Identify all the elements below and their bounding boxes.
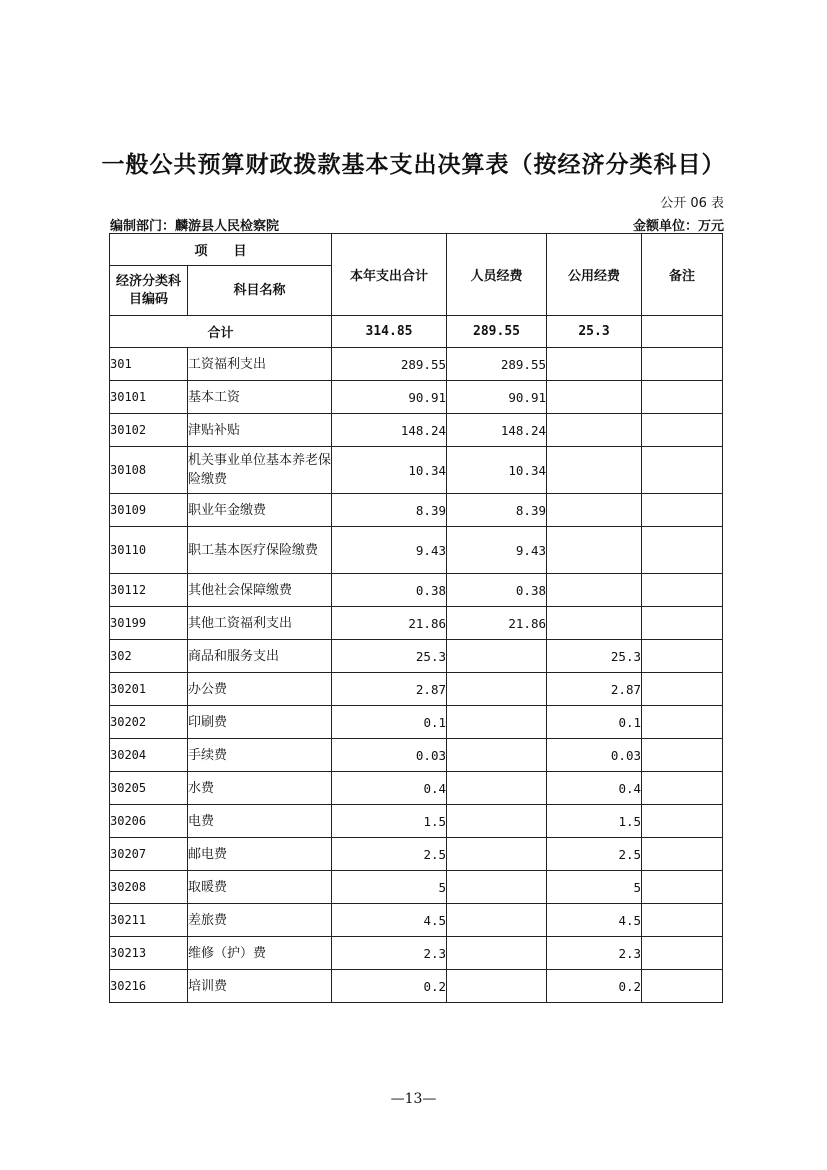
cell-note [642,805,723,838]
table-body [110,348,723,1003]
cell-total: 9.43 [332,527,447,574]
cell-personnel: 21.86 [447,607,547,640]
cell-public [547,574,642,607]
cell-public: 4.5 [547,904,642,937]
cell-note [642,574,723,607]
cell-personnel: 0.38 [447,574,547,607]
cell-name: 印刷费 [188,706,332,739]
cell-public [547,414,642,447]
table-row [110,574,723,607]
cell-personnel [447,640,547,673]
cell-name: 电费 [188,805,332,838]
cell-total: 2.87 [332,673,447,706]
cell-name: 基本工资 [188,381,332,414]
cell-public: 2.87 [547,673,642,706]
cell-personnel [447,937,547,970]
cell-public [547,527,642,574]
cell-code: 30205 [110,772,188,805]
cell-note [642,447,723,494]
table-row [110,772,723,805]
cell-public [547,607,642,640]
cell-total: 4.5 [332,904,447,937]
cell-public [547,494,642,527]
page-title: 一般公共预算财政拨款基本支出决算表（按经济分类科目） [101,152,726,178]
cell-personnel: 9.43 [447,527,547,574]
cell-total: 90.91 [332,381,447,414]
cell-note [642,673,723,706]
cell-public: 2.5 [547,838,642,871]
header-total: 本年支出合计 [332,234,447,316]
cell-public [547,348,642,381]
table-row [110,739,723,772]
cell-total: 8.39 [332,494,447,527]
cell-name: 商品和服务支出 [188,640,332,673]
cell-personnel [447,772,547,805]
cell-code: 30199 [110,607,188,640]
cell-name: 办公费 [188,673,332,706]
cell-total: 0.03 [332,739,447,772]
cell-personnel: 90.91 [447,381,547,414]
cell-note [642,739,723,772]
cell-name: 培训费 [188,970,332,1003]
header-code: 经济分类科目编码 [110,266,188,316]
table-row [110,805,723,838]
header-public: 公用经费 [547,234,642,316]
cell-note [642,494,723,527]
cell-total: 21.86 [332,607,447,640]
form-number: 公开 06 表 [660,196,724,211]
cell-note [642,970,723,1003]
table-row [110,673,723,706]
cell-code: 30109 [110,494,188,527]
cell-personnel [447,673,547,706]
cell-note [642,871,723,904]
cell-name: 职业年金缴费 [188,494,332,527]
cell-code: 30108 [110,447,188,494]
cell-personnel: 10.34 [447,447,547,494]
cell-public: 25.3 [547,640,642,673]
page-number: —13— [390,1091,437,1107]
cell-name: 津贴补贴 [188,414,332,447]
cell-total: 0.4 [332,772,447,805]
cell-name: 其他社会保障缴费 [188,574,332,607]
table-row [110,381,723,414]
cell-code: 30202 [110,706,188,739]
cell-personnel [447,739,547,772]
cell-public [547,447,642,494]
cell-total: 148.24 [332,414,447,447]
cell-total: 1.5 [332,805,447,838]
header-name: 科目名称 [188,266,332,316]
cell-name: 取暖费 [188,871,332,904]
cell-total: 10.34 [332,447,447,494]
cell-personnel [447,904,547,937]
cell-note [642,414,723,447]
cell-code: 30208 [110,871,188,904]
cell-code: 30216 [110,970,188,1003]
cell-total: 25.3 [332,640,447,673]
cell-note [642,381,723,414]
table-row [110,640,723,673]
table-row [110,706,723,739]
cell-total: 0.1 [332,706,447,739]
table-row [110,838,723,871]
cell-name: 邮电费 [188,838,332,871]
cell-name: 手续费 [188,739,332,772]
header-personnel: 人员经费 [447,234,547,316]
cell-public: 1.5 [547,805,642,838]
cell-total: 5 [332,871,447,904]
table-row [110,904,723,937]
total-note [642,316,723,348]
table-row [110,970,723,1003]
table-row [110,447,723,494]
header-note: 备注 [642,234,723,316]
cell-public: 0.1 [547,706,642,739]
cell-code: 30101 [110,381,188,414]
total-personnel: 289.55 [447,316,547,348]
cell-note [642,838,723,871]
total-row [110,316,723,348]
cell-total: 2.5 [332,838,447,871]
header-row-top [110,234,723,266]
cell-note [642,527,723,574]
cell-code: 30102 [110,414,188,447]
cell-code: 30112 [110,574,188,607]
table-row [110,414,723,447]
cell-personnel [447,838,547,871]
cell-name: 其他工资福利支出 [188,607,332,640]
cell-personnel [447,871,547,904]
cell-public [547,381,642,414]
cell-name: 差旅费 [188,904,332,937]
cell-code: 30211 [110,904,188,937]
cell-note [642,706,723,739]
cell-note [642,937,723,970]
cell-name: 维修（护）费 [188,937,332,970]
cell-note [642,640,723,673]
cell-public: 0.2 [547,970,642,1003]
department-label: 编制部门：麟游县人民检察院 [110,219,280,234]
table-row [110,607,723,640]
header-item: 项 目 [110,234,332,266]
cell-code: 301 [110,348,188,381]
cell-code: 30110 [110,527,188,574]
cell-public: 5 [547,871,642,904]
cell-note [642,348,723,381]
cell-note [642,772,723,805]
cell-public: 0.4 [547,772,642,805]
cell-note [642,904,723,937]
cell-code: 30206 [110,805,188,838]
table-row [110,348,723,381]
cell-total: 0.2 [332,970,447,1003]
cell-personnel [447,970,547,1003]
cell-total: 0.38 [332,574,447,607]
cell-name: 工资福利支出 [188,348,332,381]
total-sum: 314.85 [332,316,447,348]
cell-name: 职工基本医疗保险缴费 [188,527,332,574]
cell-code: 30204 [110,739,188,772]
table-row [110,527,723,574]
table-row [110,937,723,970]
cell-name: 水费 [188,772,332,805]
cell-code: 302 [110,640,188,673]
cell-note [642,607,723,640]
expenditure-table [109,233,723,1003]
total-public: 25.3 [547,316,642,348]
cell-total: 2.3 [332,937,447,970]
cell-code: 30201 [110,673,188,706]
cell-public: 2.3 [547,937,642,970]
total-label: 合计 [110,316,332,348]
cell-personnel [447,706,547,739]
table-row [110,494,723,527]
cell-personnel: 8.39 [447,494,547,527]
cell-personnel [447,805,547,838]
cell-public: 0.03 [547,739,642,772]
table-row [110,871,723,904]
cell-code: 30213 [110,937,188,970]
cell-total: 289.55 [332,348,447,381]
cell-personnel: 148.24 [447,414,547,447]
cell-name: 机关事业单位基本养老保险缴费 [188,447,332,494]
cell-personnel: 289.55 [447,348,547,381]
cell-code: 30207 [110,838,188,871]
unit-label: 金额单位：万元 [632,219,724,234]
